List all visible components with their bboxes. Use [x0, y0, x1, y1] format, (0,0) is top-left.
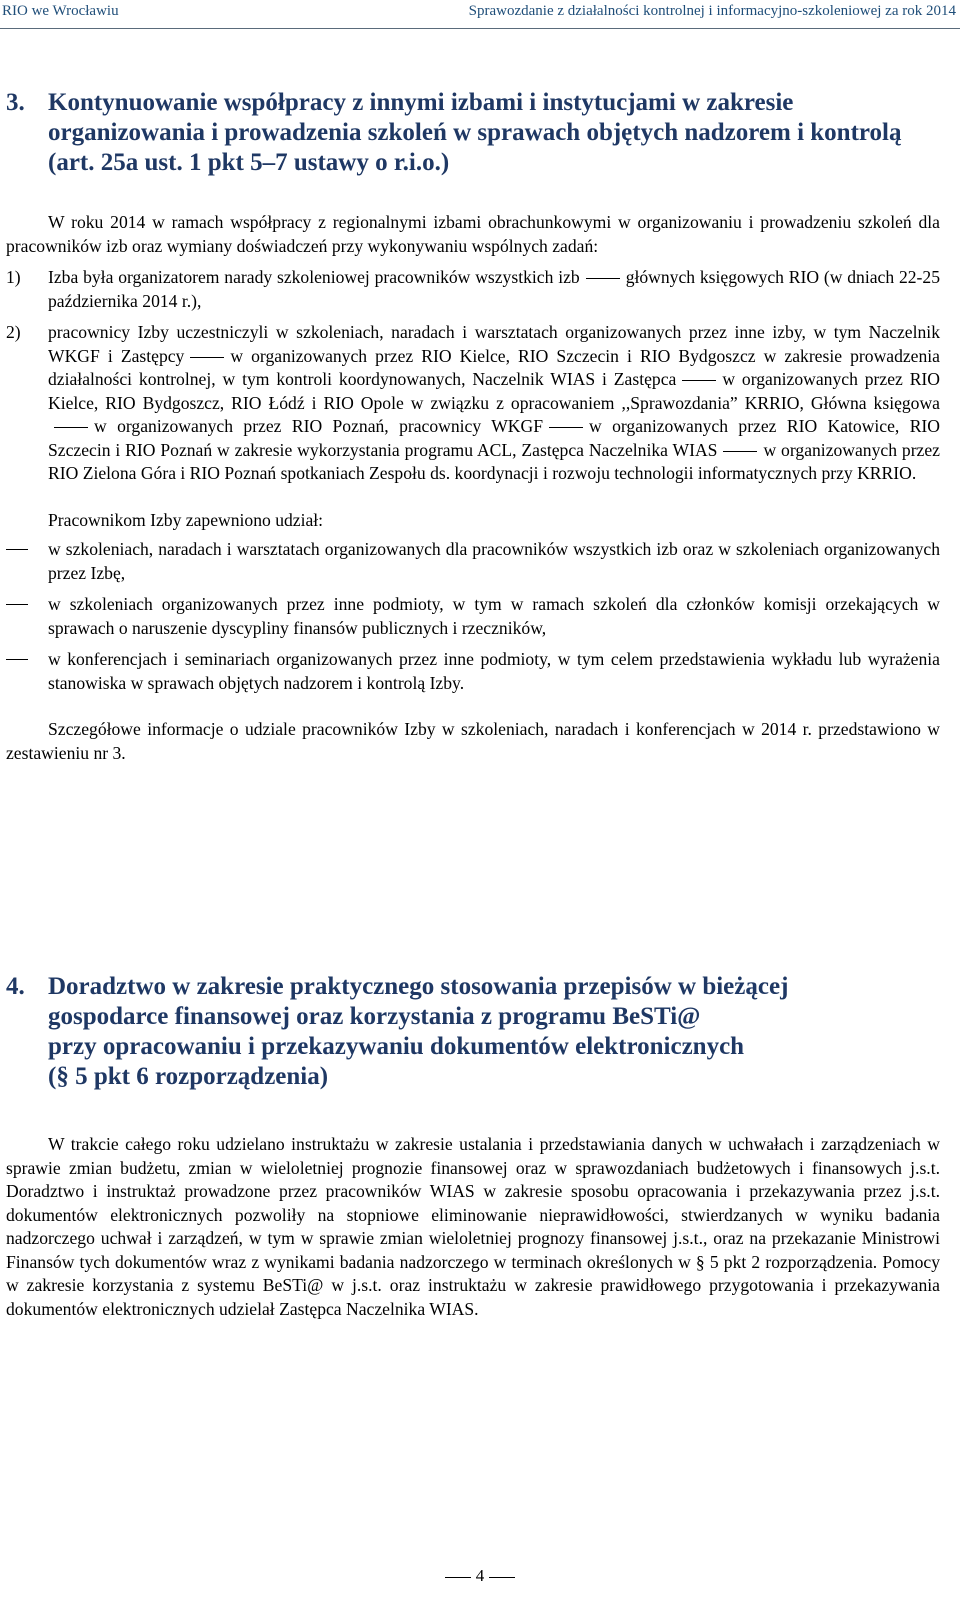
section-3-details: Szczegółowe informacje o udziale pracowników Izby w szkoleniach, naradach i konferencjach w 2014 r. przedstawiono w zestawieniu nr 3. [6, 719, 940, 763]
page-number-dash [489, 1577, 515, 1578]
section-3-heading [6, 88, 940, 178]
section-3-number: 3. [6, 89, 25, 116]
participation-intro: Pracownikom Izby zapewniono udział: [48, 509, 324, 530]
list-item-2-text-e: w organizowanych przez RIO Katowice, RIO Szczecin i RIO Poznań w zakresie wykorzystania programu ACL, Zastępca Naczelnika WIAS [48, 416, 940, 460]
dash-marker [6, 604, 28, 605]
bullet-item [6, 593, 940, 640]
em-dash [723, 451, 757, 452]
dash-marker [6, 549, 28, 550]
list-item-2 [6, 321, 940, 486]
section-4-paragraph: W trakcie całego roku udzielano instruktażu w zakresie ustalania i przedstawiania danych w uchwałach i zarządzeniach w sprawie zmian budżetu, zmian w wieloletniej prognozie finansowej oraz w sprawozdaniach budżetowych i finansowych j.s.t. Doradztwo i instruktaż prowadzone przez pracowników WIAS w zakresie sposobu opracowania i przekazywania przez j.s.t. dokumentów elektronicznych pozwoliły na stopniowe eliminowanie nieprawidłowości, stwierdzanych w wyniku badania nadzorczego uchwał i zarządzeń, w tym w sprawie zmian wieloletniej prognozy finansowej j.s.t., oraz na przekazanie Ministrowi Finansów tych dokumentów wraz z wynikami badania nadzorczego w terminach określonych w § 5 pkt 2 rozporządzenia. Pomocy w zakresie korzystania z systemu BeSTi@ w j.s.t. oraz instruktażu w zakresie prawidłowego przygotowania i przekazywania dokumentów elektronicznych udzielał Zastępca Naczelnika WIAS. [6, 1134, 940, 1319]
section-3-body [6, 211, 940, 765]
section-3-title: Kontynuowanie współpracy z innymi izbami i instytucjami w zakresie organizowania i prowadzenia szkoleń w sprawach objętych nadzorem i kontrolą (art. 25a ust. 1 pkt 5–7 ustawy o r.i.o.) [48, 89, 902, 176]
section-4-heading [6, 972, 788, 1092]
page-number: 4 [475, 1566, 485, 1585]
section-4-title-line-2: gospodarce finansowej oraz korzystania z programu BeSTi@ [48, 1003, 701, 1030]
header-report-title: Sprawozdanie z działalności kontrolnej i informacyjno-szkoleniowej za rok 2014 [468, 3, 956, 19]
em-dash [54, 427, 88, 428]
em-dash [549, 427, 583, 428]
section-4-title-line-4: (§ 5 pkt 6 rozporządzenia) [48, 1063, 329, 1090]
bullet-text: w szkoleniach, naradach i warsztatach organizowanych dla pracowników wszystkich izb oraz w szkoleniach organizowanych przez Izbę, [48, 539, 940, 583]
em-dash [682, 380, 716, 381]
list-item-2-text-d: w organizowanych przez RIO Poznań, pracownicy WKGF [94, 416, 543, 436]
section-4-title-line-3: przy opracowaniu i przekazywaniu dokumentów elektronicznych [48, 1033, 745, 1060]
section-4-body [6, 1133, 940, 1321]
page-header [0, 0, 960, 29]
header-organization: RIO we Wrocławiu [2, 3, 119, 19]
section-4-title-line-1: Doradztwo w zakresie praktycznego stosowania przepisów w bieżącej [48, 973, 789, 1000]
list-item-2-marker: 2) [6, 322, 21, 342]
list-item-1-text-b: głównych księgowych RIO (w dniach 22-25 października 2014 r.), [48, 267, 940, 311]
em-dash [586, 278, 620, 279]
list-item-1 [6, 266, 940, 313]
list-item-2-text-b: w organizowanych przez RIO Kielce, RIO Szczecin i RIO Bydgoszcz w zakresie prowadzenia działalności kontrolnej, w tym kontroli koordynowanych, Naczelnik WIAS i Zastępca [48, 345, 940, 389]
list-item-1-text-a: Izba była organizatorem narady szkoleniowej pracowników wszystkich izb [48, 267, 580, 287]
page-footer [0, 1566, 960, 1586]
bullet-item [6, 648, 940, 695]
section-4-number: 4. [6, 973, 25, 1000]
bullet-text: w konferencjach i seminariach organizowanych przez inne podmioty, w tym celem przedstawienia wykładu lub wyrażenia stanowiska w sprawach objętych nadzorem i kontrolą Izby. [48, 649, 940, 693]
list-item-2-text-c: w organizowanych przez RIO Kielce, RIO Bydgoszcz, RIO Łódź i RIO Opole w związku z opracowaniem ,,Sprawozdania” KRRIO, Główna księgowa [48, 369, 940, 413]
list-item-2-text-f: w organizowanych przez RIO Zielona Góra i RIO Poznań spotkaniach Zespołu ds. koordynacji i rozwoju technologii informatycznych przy KRRIO. [48, 439, 940, 483]
page-number-dash [445, 1577, 471, 1578]
list-item-2-text-a: pracownicy Izby uczestniczyli w szkoleniach, naradach i warsztatach organizowanych przez inne izby, w tym Naczelnik WKGF i Zastępcy [48, 322, 940, 366]
section-3-intro: W roku 2014 w ramach współpracy z regionalnymi izbami obrachunkowymi w organizowaniu i prowadzeniu szkoleń dla pracowników izb oraz wymiany doświadczeń przy wykonywaniu wspólnych zadań: [6, 212, 940, 256]
em-dash [190, 357, 224, 358]
dash-marker [6, 659, 28, 660]
bullet-text: w szkoleniach organizowanych przez inne podmioty, w tym w ramach szkoleń dla członków komisji orzekających w sprawach o naruszenie dyscypliny finansów publicznych i rzeczników, [48, 594, 940, 638]
list-item-1-marker: 1) [6, 267, 21, 287]
bullet-item [6, 538, 940, 585]
